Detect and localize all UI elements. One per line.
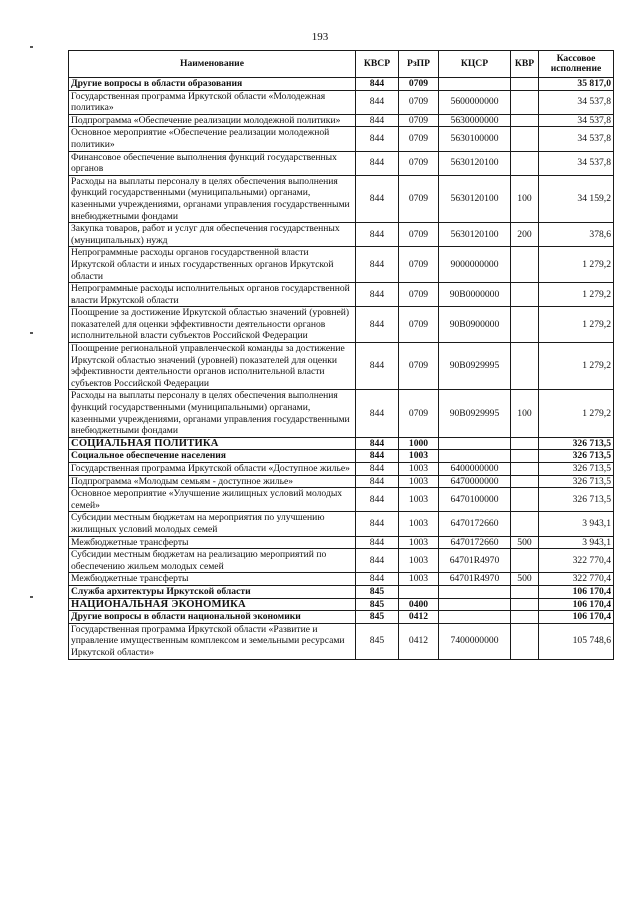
cell-kcsr: 90В0929995 (439, 390, 511, 437)
cell-kvr (511, 512, 539, 536)
subtotal-row (69, 585, 614, 598)
cell-kvsr: 845 (356, 585, 399, 598)
cell-rzpr: 0709 (399, 90, 439, 114)
cell-rzpr: 1003 (399, 573, 439, 586)
header-kvsr: КВСР (356, 51, 399, 78)
header-amount: Кассовое исполнение (539, 51, 614, 78)
cell-name: Финансовое обеспечение выполнения функций государственных органов (69, 151, 356, 175)
cell-kcsr: 6400000000 (439, 463, 511, 476)
cell-kvr (511, 463, 539, 476)
cell-name: Социальное обеспечение населения (69, 450, 356, 463)
cell-kcsr: 5630120100 (439, 175, 511, 222)
subtotal-row (69, 78, 614, 91)
cell-rzpr: 1003 (399, 450, 439, 463)
cell-name: Расходы на выплаты персоналу в целях обеспечения выполнения функций государственными (муниципальными) органами, казенными учреждениями, органами управления государственными внебюджетными фондами (69, 175, 356, 222)
cell-rzpr: 0709 (399, 343, 439, 390)
cell-amount: 1 279,2 (539, 283, 614, 307)
cell-kvsr: 844 (356, 437, 399, 450)
cell-kvsr: 844 (356, 549, 399, 573)
cell-kcsr: 90В0900000 (439, 307, 511, 343)
cell-amount: 322 770,4 (539, 573, 614, 586)
cell-kvr (511, 247, 539, 283)
cell-kvr: 100 (511, 390, 539, 437)
cell-name: Непрограммные расходы органов государственной власти Иркутской области и иных государственных органов Иркутской области (69, 247, 356, 283)
cell-kvsr: 844 (356, 223, 399, 247)
cell-amount: 1 279,2 (539, 307, 614, 343)
table-row (69, 390, 614, 437)
cell-amount: 1 279,2 (539, 390, 614, 437)
cell-rzpr: 0400 (399, 598, 439, 611)
subtotal-row (69, 611, 614, 624)
table-row (69, 488, 614, 512)
scan-mark (30, 596, 33, 598)
cell-kcsr: 64701R4970 (439, 549, 511, 573)
table-row (69, 127, 614, 151)
cell-kvsr: 845 (356, 611, 399, 624)
cell-rzpr: 0709 (399, 151, 439, 175)
cell-name: Другие вопросы в области образования (69, 78, 356, 91)
cell-kcsr (439, 437, 511, 450)
cell-rzpr: 1003 (399, 536, 439, 549)
cell-kvr: 500 (511, 573, 539, 586)
cell-kvr (511, 488, 539, 512)
cell-name: Подпрограмма «Обеспечение реализации молодежной политики» (69, 114, 356, 127)
table-row (69, 247, 614, 283)
cell-kcsr: 5630120100 (439, 223, 511, 247)
cell-amount: 326 713,5 (539, 475, 614, 488)
cell-name: Субсидии местным бюджетам на мероприятия по улучшению жилищных условий молодых семей (69, 512, 356, 536)
cell-kvr (511, 598, 539, 611)
section-row (69, 598, 614, 611)
cell-rzpr: 0709 (399, 390, 439, 437)
cell-kvr (511, 585, 539, 598)
cell-amount: 106 170,4 (539, 585, 614, 598)
cell-kvr (511, 437, 539, 450)
cell-kcsr: 6470172660 (439, 536, 511, 549)
header-name: Наименование (69, 51, 356, 78)
table-row (69, 463, 614, 476)
cell-amount: 106 170,4 (539, 611, 614, 624)
cell-kvsr: 844 (356, 307, 399, 343)
cell-rzpr (399, 585, 439, 598)
cell-rzpr: 1003 (399, 549, 439, 573)
cell-amount: 326 713,5 (539, 463, 614, 476)
cell-kcsr: 5600000000 (439, 90, 511, 114)
cell-name: Служба архитектуры Иркутской области (69, 585, 356, 598)
table-row (69, 223, 614, 247)
cell-name: СОЦИАЛЬНАЯ ПОЛИТИКА (69, 437, 356, 450)
cell-name: Межбюджетные трансферты (69, 536, 356, 549)
table-row (69, 175, 614, 222)
cell-amount: 3 943,1 (539, 512, 614, 536)
cell-rzpr: 1003 (399, 512, 439, 536)
cell-kvr (511, 90, 539, 114)
cell-amount: 34 537,8 (539, 151, 614, 175)
cell-kvr: 500 (511, 536, 539, 549)
cell-amount: 34 537,8 (539, 114, 614, 127)
cell-amount: 326 713,5 (539, 437, 614, 450)
table-row (69, 623, 614, 659)
cell-amount: 3 943,1 (539, 536, 614, 549)
cell-name: НАЦИОНАЛЬНАЯ ЭКОНОМИКА (69, 598, 356, 611)
cell-kvr (511, 343, 539, 390)
header-kcsr: КЦСР (439, 51, 511, 78)
cell-name: Поощрение за достижение Иркутской областью значений (уровней) показателей для оценки эффективности деятельности органов исполнительной власти субъектов Российской Федерации (69, 307, 356, 343)
cell-rzpr: 0709 (399, 127, 439, 151)
cell-kvsr: 845 (356, 623, 399, 659)
cell-kvsr: 844 (356, 488, 399, 512)
cell-rzpr: 0709 (399, 247, 439, 283)
cell-name: Поощрение региональной управленческой команды за достижение Иркутской областью значений (уровней) показателей для оценки эффективности деятельности органов исполнительной власти субъектов Российской Федерации (69, 343, 356, 390)
cell-kvr (511, 549, 539, 573)
cell-kvr (511, 127, 539, 151)
cell-amount: 378,6 (539, 223, 614, 247)
cell-name: Основное мероприятие «Обеспечение реализации молодежной политики» (69, 127, 356, 151)
cell-kvsr: 844 (356, 475, 399, 488)
table-row (69, 343, 614, 390)
cell-name: Закупка товаров, работ и услуг для обеспечения государственных (муниципальных) нужд (69, 223, 356, 247)
cell-kvr (511, 623, 539, 659)
cell-rzpr: 1003 (399, 463, 439, 476)
table-row (69, 536, 614, 549)
cell-rzpr: 1003 (399, 475, 439, 488)
table-row (69, 151, 614, 175)
cell-amount: 1 279,2 (539, 343, 614, 390)
cell-kcsr: 6470100000 (439, 488, 511, 512)
cell-amount: 34 537,8 (539, 127, 614, 151)
cell-kcsr: 6470000000 (439, 475, 511, 488)
cell-kvsr: 844 (356, 114, 399, 127)
cell-kvr: 200 (511, 223, 539, 247)
cell-name: Субсидии местным бюджетам на реализацию мероприятий по обеспечению жильем молодых семей (69, 549, 356, 573)
cell-amount: 34 537,8 (539, 90, 614, 114)
cell-name: Основное мероприятие «Улучшение жилищных условий молодых семей» (69, 488, 356, 512)
cell-kvr (511, 283, 539, 307)
table-row (69, 573, 614, 586)
page-number: 193 (311, 31, 329, 43)
cell-kvsr: 844 (356, 247, 399, 283)
cell-kvsr: 844 (356, 151, 399, 175)
cell-amount: 326 713,5 (539, 488, 614, 512)
cell-kvsr: 844 (356, 343, 399, 390)
cell-kcsr: 5630000000 (439, 114, 511, 127)
cell-kvsr: 844 (356, 127, 399, 151)
cell-kcsr: 9000000000 (439, 247, 511, 283)
section-row (69, 437, 614, 450)
cell-kcsr (439, 450, 511, 463)
cell-name: Межбюджетные трансферты (69, 573, 356, 586)
cell-kcsr (439, 598, 511, 611)
table-row (69, 283, 614, 307)
cell-kvsr: 844 (356, 90, 399, 114)
cell-kcsr (439, 611, 511, 624)
cell-kcsr (439, 78, 511, 91)
table-row (69, 307, 614, 343)
table-row (69, 475, 614, 488)
cell-rzpr: 0412 (399, 611, 439, 624)
cell-amount: 1 279,2 (539, 247, 614, 283)
cell-kvr (511, 611, 539, 624)
cell-kvsr: 844 (356, 78, 399, 91)
cell-rzpr: 0709 (399, 175, 439, 222)
cell-amount: 34 159,2 (539, 175, 614, 222)
cell-kcsr: 7400000000 (439, 623, 511, 659)
cell-amount: 35 817,0 (539, 78, 614, 91)
cell-kcsr: 5630120100 (439, 151, 511, 175)
cell-amount: 326 713,5 (539, 450, 614, 463)
cell-kvr (511, 307, 539, 343)
cell-kvsr: 844 (356, 463, 399, 476)
cell-kvr: 100 (511, 175, 539, 222)
cell-kvr (511, 114, 539, 127)
cell-rzpr: 0709 (399, 223, 439, 247)
cell-kvsr: 844 (356, 175, 399, 222)
cell-kvr (511, 78, 539, 91)
cell-kvsr: 844 (356, 390, 399, 437)
cell-kcsr: 90В0000000 (439, 283, 511, 307)
cell-kvr (511, 450, 539, 463)
table-row (69, 512, 614, 536)
cell-rzpr: 0709 (399, 307, 439, 343)
cell-rzpr: 0709 (399, 78, 439, 91)
cell-kvsr: 845 (356, 598, 399, 611)
budget-table (68, 50, 614, 660)
subtotal-row (69, 450, 614, 463)
table-body (69, 78, 614, 660)
cell-rzpr: 1003 (399, 488, 439, 512)
cell-name: Государственная программа Иркутской области «Развитие и управление имущественным комплексом и земельными ресурсами Иркутской области» (69, 623, 356, 659)
cell-amount: 105 748,6 (539, 623, 614, 659)
cell-rzpr: 0709 (399, 114, 439, 127)
cell-name: Государственная программа Иркутской области «Молодежная политика» (69, 90, 356, 114)
cell-kvsr: 844 (356, 573, 399, 586)
table-row (69, 90, 614, 114)
cell-name: Подпрограмма «Молодым семьям - доступное жилье» (69, 475, 356, 488)
cell-amount: 106 170,4 (539, 598, 614, 611)
cell-rzpr: 0412 (399, 623, 439, 659)
table-row (69, 114, 614, 127)
cell-amount: 322 770,4 (539, 549, 614, 573)
header-kvr: КВР (511, 51, 539, 78)
table-header-row (69, 51, 614, 78)
scan-mark (30, 46, 33, 48)
cell-kvsr: 844 (356, 512, 399, 536)
cell-kcsr: 6470172660 (439, 512, 511, 536)
cell-kcsr: 64701R4970 (439, 573, 511, 586)
cell-kcsr (439, 585, 511, 598)
cell-name: Государственная программа Иркутской области «Доступное жилье» (69, 463, 356, 476)
scan-mark (30, 332, 33, 334)
cell-rzpr: 0709 (399, 283, 439, 307)
cell-kvsr: 844 (356, 450, 399, 463)
cell-kvr (511, 151, 539, 175)
table-row (69, 549, 614, 573)
cell-kvr (511, 475, 539, 488)
cell-kcsr: 90В0929995 (439, 343, 511, 390)
cell-name: Расходы на выплаты персоналу в целях обеспечения выполнения функций государственными (муниципальными) органами, казенными учреждениями, органами управления государственными внебюджетными фондами (69, 390, 356, 437)
cell-kvsr: 844 (356, 283, 399, 307)
cell-name: Непрограммные расходы исполнительных органов государственной власти Иркутской области (69, 283, 356, 307)
cell-kvsr: 844 (356, 536, 399, 549)
cell-rzpr: 1000 (399, 437, 439, 450)
header-rzpr: РзПР (399, 51, 439, 78)
cell-name: Другие вопросы в области национальной экономики (69, 611, 356, 624)
cell-kcsr: 5630100000 (439, 127, 511, 151)
